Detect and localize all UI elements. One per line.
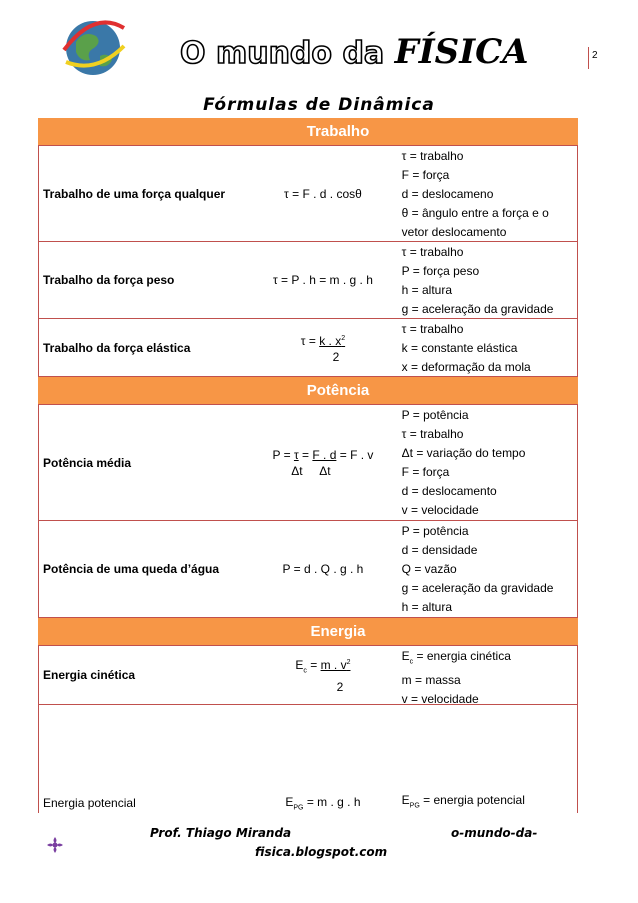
document-title: Fórmulas de Dinâmica bbox=[203, 95, 435, 115]
table-row bbox=[38, 319, 578, 377]
row-formula: τ = P . h = m . g . h bbox=[272, 273, 373, 287]
footer-author: Prof. Thiago Miranda bbox=[150, 826, 292, 840]
table-row bbox=[38, 146, 578, 242]
row-legend: τ = trabalho F = força d = deslocameno θ = ângulo entre a força e o vetor deslocamento bbox=[401, 149, 549, 239]
table-row bbox=[38, 242, 578, 319]
section-header-trabalho: Trabalho bbox=[38, 118, 578, 146]
row-label: Energia potencial bbox=[43, 796, 136, 810]
section-header-energia: Energia bbox=[38, 618, 578, 646]
fleur-ornament-icon bbox=[46, 836, 64, 854]
row-legend: τ = trabalho k = constante elástica x = deformação da mola bbox=[401, 322, 531, 374]
row-formula: $E_{PG} = m$ . g . h bbox=[285, 794, 361, 812]
footer-url-part2: fisica.blogspot.com bbox=[255, 845, 388, 859]
table-row bbox=[38, 646, 578, 705]
row-label: Trabalho da força peso bbox=[43, 273, 175, 287]
footer-url-part1: o-mundo-da- bbox=[451, 826, 538, 840]
row-legend: P = potência τ = trabalho Δt = variação do tempo F = força d = deslocamento v = velocidade bbox=[401, 408, 526, 517]
table-row bbox=[38, 521, 578, 618]
row-formula: τ = F . d . cosθ bbox=[284, 186, 362, 201]
row-formula: $E_c = m$ . $v^2$ 2 bbox=[295, 657, 351, 695]
row-formula: P = d . Q . g . h bbox=[282, 562, 364, 576]
row-legend: $E_{PG}$ = energia potencial bbox=[401, 792, 525, 810]
row-legend: P = potência d = densidade Q = vazão g = aceleração da gravidade h = altura bbox=[401, 524, 554, 614]
globe-logo-icon bbox=[58, 12, 128, 82]
table-row bbox=[38, 405, 578, 521]
page-number: 2 bbox=[592, 50, 598, 61]
page-number-divider bbox=[588, 47, 589, 69]
row-formula: P = τ = F . d = F . v Δt Δt bbox=[272, 447, 374, 478]
brand-title: O mundo da FÍSICA bbox=[180, 32, 529, 72]
row-legend: $E_c$ = energia cinética m = massa v = velocidade bbox=[401, 649, 511, 707]
section-header-potencia: Potência bbox=[38, 377, 578, 405]
table-row bbox=[38, 793, 578, 813]
row-legend: τ = trabalho P = força peso h = altura g = aceleração da gravidade bbox=[401, 245, 554, 316]
formula-table bbox=[38, 118, 578, 813]
row-label: Potência de uma queda d’água bbox=[43, 562, 220, 576]
row-label: Potência média bbox=[43, 455, 132, 470]
page-break-gap bbox=[38, 705, 578, 793]
row-label: Trabalho de uma força qualquer bbox=[43, 186, 226, 201]
row-formula: τ = k . $x^2$ 2 bbox=[300, 333, 346, 364]
row-label: Energia cinética bbox=[43, 668, 136, 682]
row-label: Trabalho da força elástica bbox=[43, 340, 191, 355]
